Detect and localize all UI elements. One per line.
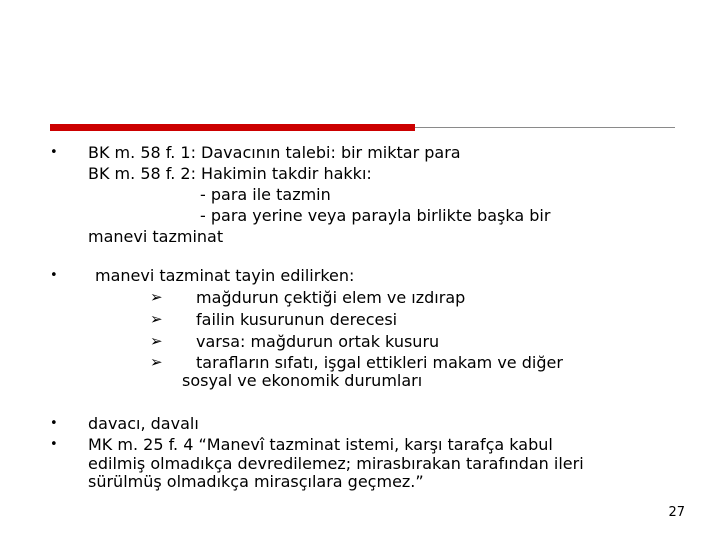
block2-continuation: sosyal ve ekonomik durumları bbox=[182, 371, 423, 390]
block1-line3: - para ile tazmin bbox=[200, 185, 331, 204]
arrow-bullet-icon: ➢ bbox=[150, 310, 163, 328]
block3-bullet2-line2: edilmiş olmadıkça devredilemez; mirasbırakan tarafından ileri bbox=[88, 454, 584, 473]
block2-item: failin kusurunun derecesi bbox=[196, 310, 398, 329]
block3-bullet2-line3: sürülmüş olmadıkça mirasçılara geçmez.” bbox=[88, 472, 424, 491]
arrow-bullet-icon: ➢ bbox=[150, 288, 163, 306]
block2-item: mağdurun çektiği elem ve ızdırap bbox=[196, 288, 466, 307]
block2-intro: manevi tazminat tayin edilirken: bbox=[95, 266, 355, 285]
bullet-icon: • bbox=[50, 437, 58, 452]
block3-bullet2-line1: MK m. 25 f. 4 “Manevî tazminat istemi, karşı tarafça kabul bbox=[88, 435, 553, 454]
arrow-bullet-icon: ➢ bbox=[150, 353, 163, 371]
block1-line2: BK m. 58 f. 2: Hakimin takdir hakkı: bbox=[88, 164, 372, 183]
block1-line5: manevi tazminat bbox=[88, 227, 224, 246]
block1-line1: BK m. 58 f. 1: Davacının talebi: bir miktar para bbox=[88, 143, 461, 162]
block1-line4: - para yerine veya parayla birlikte başka bir bbox=[200, 206, 551, 225]
bullet-icon: • bbox=[50, 145, 58, 160]
bullet-icon: • bbox=[50, 268, 58, 283]
arrow-bullet-icon: ➢ bbox=[150, 332, 163, 350]
block2-item: varsa: mağdurun ortak kusuru bbox=[196, 332, 440, 351]
block2-item: tarafların sıfatı, işgal ettikleri makam ve diğer bbox=[196, 353, 563, 372]
header-rule-red bbox=[50, 124, 415, 131]
page-number: 27 bbox=[668, 505, 685, 520]
block3-bullet1: davacı, davalı bbox=[88, 414, 199, 433]
bullet-icon: • bbox=[50, 416, 58, 431]
